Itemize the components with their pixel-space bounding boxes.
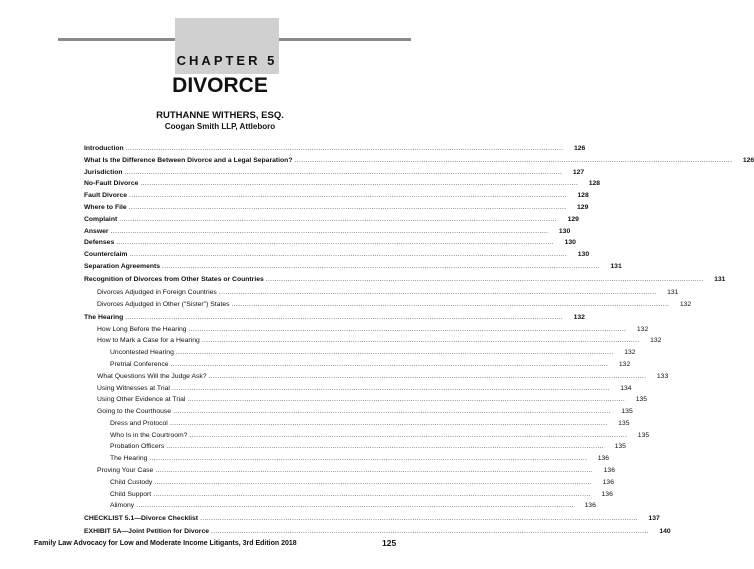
toc-dot-leader: ........................................................................................................................................................................................................ [153, 490, 591, 498]
toc-entry [84, 383, 632, 395]
toc-dot-leader: ........................................................................................................................................................................................................ [129, 192, 567, 200]
toc-entry-title: Going to the Courthouse [97, 408, 172, 416]
toc-entry-title: Using Witnesses at Trial [97, 384, 170, 392]
toc-dot-leader: ........................................................................................................................................................................................................ [208, 372, 647, 380]
toc-entry-title: Jurisdiction [84, 168, 123, 176]
footer-page-number: 125 [382, 538, 397, 548]
toc-entry [84, 324, 649, 336]
toc-entry-page: 136 [603, 467, 615, 475]
toc-entry-page: 128 [577, 192, 589, 200]
toc-entry-page: 131 [714, 275, 726, 283]
toc-entry-title: Counterclaim [84, 251, 128, 259]
toc-entry-page: 132 [636, 325, 649, 333]
toc-entry-page: 132 [624, 349, 636, 357]
toc-entry [84, 312, 585, 324]
toc-entry-page: 128 [588, 180, 601, 188]
toc-entry [84, 261, 622, 273]
toc-entry-title: CHECKLIST 5.1—Divorce Checklist [84, 515, 199, 523]
toc-entry-page: 129 [577, 203, 589, 211]
toc-entry-title: Who Is in the Courtroom? [110, 431, 188, 439]
toc-dot-leader: ........................................................................................................................................................................................................ [136, 502, 574, 510]
toc-entry [84, 526, 671, 538]
toc-dot-leader: ........................................................................................................................................................................................................ [129, 251, 568, 259]
toc-entry-page: 130 [558, 227, 571, 235]
toc-entry-title: EXHIBIT 5A—Joint Petition for Divorce [84, 528, 210, 536]
toc-dot-leader: ........................................................................................................................................................................................................ [218, 288, 657, 296]
toc-entry [84, 513, 660, 525]
toc-entry [84, 441, 626, 453]
toc-entry-title: Divorces Adjudged in Other ("Sister") States [97, 300, 230, 308]
toc-entry-title: Fault Divorce [84, 192, 128, 200]
toc-dot-leader: ........................................................................................................................................................................................................ [116, 239, 554, 247]
toc-entry [84, 287, 679, 299]
toc-entry-page: 140 [659, 528, 671, 536]
author-name: RUTHANNE WITHERS, ESQ. [156, 110, 284, 121]
toc-dot-leader: ........................................................................................................................................................................................................ [189, 431, 628, 439]
toc-entry-title: Introduction [84, 145, 124, 152]
toc-entry-title: Probation Officers [110, 443, 165, 451]
toc-entry [84, 371, 669, 383]
toc-entry-title: What Is the Difference Between Divorce and a Legal Separation? [84, 156, 293, 164]
toc-dot-leader: ........................................................................................................................................................................................................ [188, 325, 627, 333]
toc-entry-title: Child Support [110, 490, 152, 498]
toc-entry-page: 126 [573, 145, 586, 152]
toc-entry-title: No-Fault Divorce [84, 180, 139, 188]
toc-dot-leader: ........................................................................................................................................................................................................ [128, 203, 567, 211]
toc-entry [84, 237, 576, 249]
toc-dot-leader: ........................................................................................................................................................................................................ [169, 419, 608, 427]
toc-entry-title: Proving Your Case [97, 467, 154, 475]
toc-dot-leader: ........................................................................................................................................................................................................ [173, 408, 611, 416]
toc-entry-title: How to Mark a Case for a Hearing [97, 337, 200, 345]
toc-entry-title: Recognition of Divorces from Other States or Countries [84, 275, 264, 283]
toc-entry-page: 132 [679, 300, 692, 308]
toc-entry [84, 274, 726, 286]
toc-entry-page: 132 [618, 360, 631, 368]
toc-dot-leader: ........................................................................................................................................................................................................ [200, 515, 638, 523]
toc-dot-leader: ........................................................................................................................................................................................................ [162, 262, 600, 270]
toc-dot-leader: ........................................................................................................................................................................................................ [201, 337, 640, 345]
toc-entry [84, 178, 601, 190]
toc-entry-title: Uncontested Hearing [110, 349, 174, 357]
toc-entry [84, 226, 571, 238]
toc-entry-title: Defenses [84, 239, 115, 247]
toc-dot-leader: ........................................................................................................................................................................................................ [171, 384, 610, 392]
toc-entry-page: 130 [577, 251, 590, 259]
toc-entry [84, 202, 589, 214]
toc-entry-page: 135 [635, 396, 648, 404]
toc-entry-page: 136 [584, 502, 596, 510]
toc-entry-page: 137 [648, 515, 660, 523]
toc-entry-page: 136 [601, 490, 613, 498]
toc-entry-page: 132 [650, 337, 662, 345]
toc-entry [84, 500, 596, 512]
toc-dot-leader: ........................................................................................................................................................................................................ [119, 215, 557, 223]
chapter-box [175, 18, 279, 74]
toc-entry-page: 131 [610, 262, 622, 270]
toc-entry-title: Using Other Evidence at Trial [97, 396, 186, 404]
toc-dot-leader: ........................................................................................................................................................................................................ [187, 396, 626, 404]
toc-entry-title: Answer [84, 227, 109, 235]
chapter-label: CHAPTER 5 [176, 53, 278, 68]
toc-entry-page: 135 [614, 443, 626, 451]
toc-entry-page: 135 [621, 408, 633, 416]
toc-entry-title: How Long Before the Hearing [97, 325, 187, 333]
toc-entry-page: 131 [667, 288, 679, 296]
toc-entry [84, 418, 630, 430]
toc-dot-leader: ........................................................................................................................................................................................................ [125, 313, 563, 321]
toc-dot-leader: ........................................................................................................................................................................................................ [170, 360, 609, 368]
toc-dot-leader: ........................................................................................................................................................................................................ [294, 156, 733, 164]
toc-entry [84, 347, 636, 359]
toc-entry-page: 135 [618, 419, 630, 427]
toc-dot-leader: ........................................................................................................................................................................................................ [154, 478, 592, 486]
toc-dot-leader: ........................................................................................................................................................................................................ [155, 467, 593, 475]
toc-entry-page: 134 [620, 384, 632, 392]
toc-dot-leader: ........................................................................................................................................................................................................ [231, 300, 670, 308]
toc-entry-page: 130 [564, 239, 576, 247]
toc-dot-leader: ........................................................................................................................................................................................................ [175, 349, 614, 357]
toc-entry [84, 299, 692, 311]
toc-dot-leader: ........................................................................................................................................................................................................ [110, 227, 549, 235]
toc-entry-page: 136 [597, 455, 610, 463]
toc-entry-title: Divorces Adjudged in Foreign Countries [97, 288, 217, 296]
toc-entry [84, 143, 586, 155]
toc-entry-title: What Questions Will the Judge Ask? [97, 372, 207, 380]
toc-dot-leader: ........................................................................................................................................................................................................ [265, 275, 704, 283]
footer-book-title: Family Law Advocacy for Low and Moderate Income Litigants, 3rd Edition 2018 [34, 540, 297, 547]
toc-entry-title: Alimony [110, 502, 135, 510]
toc-entry-page: 126 [742, 156, 754, 164]
toc-dot-leader: ........................................................................................................................................................................................................ [149, 455, 588, 463]
toc-entry [84, 167, 585, 179]
toc-entry [84, 190, 589, 202]
toc-entry-page: 127 [572, 168, 585, 176]
toc-entry-title: Dress and Protocol [110, 419, 168, 427]
table-of-contents [84, 143, 754, 538]
toc-entry [84, 249, 590, 261]
toc-entry-page: 129 [567, 215, 579, 223]
chapter-title: DIVORCE [172, 74, 268, 97]
toc-entry [84, 335, 662, 347]
toc-entry [84, 465, 615, 477]
toc-entry-title: Where to File [84, 203, 127, 211]
toc-entry [84, 359, 631, 371]
toc-entry [84, 155, 754, 167]
toc-dot-leader: ........................................................................................................................................................................................................ [211, 528, 649, 536]
toc-dot-leader: ........................................................................................................................................................................................................ [124, 168, 563, 176]
toc-entry [84, 394, 648, 406]
author-affiliation: Coogan Smith LLP, Attleboro [164, 122, 276, 131]
toc-entry-title: The Hearing [84, 313, 124, 321]
toc-entry-page: 136 [602, 478, 614, 486]
toc-entry [84, 453, 610, 465]
toc-entry-title: The Hearing [110, 455, 148, 463]
toc-entry [84, 430, 650, 442]
toc-dot-leader: ........................................................................................................................................................................................................ [125, 145, 564, 152]
toc-entry-page: 132 [573, 313, 585, 321]
toc-entry-title: Pretrial Conference [110, 360, 169, 368]
toc-entry-title: Complaint [84, 215, 118, 223]
toc-entry-page: 135 [637, 431, 650, 439]
toc-entry [84, 214, 579, 226]
toc-entry-title: Separation Agreements [84, 262, 161, 270]
toc-dot-leader: ........................................................................................................................................................................................................ [140, 180, 579, 188]
toc-entry-title: Child Custody [110, 478, 153, 486]
toc-dot-leader: ........................................................................................................................................................................................................ [166, 443, 604, 451]
toc-entry [84, 406, 633, 418]
toc-entry [84, 477, 614, 489]
toc-entry-page: 133 [656, 372, 669, 380]
toc-entry [84, 489, 613, 501]
